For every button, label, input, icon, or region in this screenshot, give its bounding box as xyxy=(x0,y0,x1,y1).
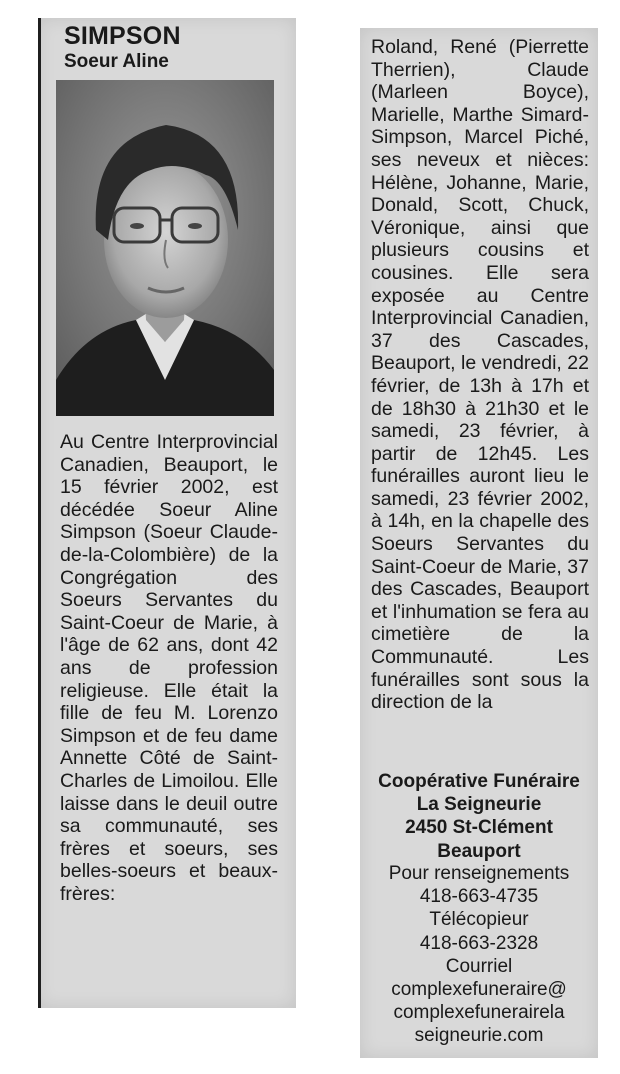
phone-number: 418-663-4735 xyxy=(419,886,539,908)
funeral-home-name: Coopérative Funéraire xyxy=(378,771,580,792)
fax-number: 418-663-2328 xyxy=(419,932,539,954)
contact-block xyxy=(364,862,594,1048)
email-line-2: complexefunerairela xyxy=(393,1002,565,1024)
funeral-home-city: Beauport xyxy=(437,840,521,862)
portrait-photo xyxy=(56,80,274,416)
obituary-first-name: Soeur Aline xyxy=(64,51,169,72)
email-line-3: seigneurie.com xyxy=(414,1025,544,1047)
obituary-surname: SIMPSON xyxy=(64,22,181,50)
funeral-home-name-2: La Seigneurie xyxy=(416,794,542,816)
info-label: Pour renseignements xyxy=(388,863,570,884)
email-line-1: complexefuneraire@ xyxy=(391,979,567,1001)
obituary-text-right: Roland, René (Pierrette Therrien), Claude (Marleen Boyce), Marielle, Marthe Simard-Simpson, Marcel Piché, ses neveux et nièces: Hélène, Johanne, Marie, Donald, Scott, Chuck, Véronique, ainsi que plusieurs cousins et cousines. Elle sera exposée au Centre Interprovincial Canadien, 37 des Cascades, Beauport, le vendredi, 22 février, de 13h à 17h et de 18h30 à 21h30 et le samedi, 23 février, à partir de 12h45. Les funérailles auront lieu le samedi, 23 février 2002, à 14h, en la chapelle des Soeurs Servantes du Saint-Coeur de Marie, 37 des Cascades, Beauport et l'inhumation se fera au cimetière de la Communauté. Les funérailles sont sous la direction de la xyxy=(371,36,589,714)
fax-label: Télécopieur xyxy=(429,909,529,931)
obituary-text-left: Au Centre Interprovincial Canadien, Beauport, le 15 février 2002, est décédée Soeur Aline Simpson (Soeur Claude-de-la-Colombière) de la Congrégation des Soeurs Servantes du Saint-Coeur de Marie, à l'âge de 62 ans, dont 42 ans de profession religieuse. Elle était la fille de feu M. Lorenzo Simpson et de feu dame Annette Côté de Saint-Charles de Limoilou. Elle laisse dans le deuil outre sa communauté, ses frères et soeurs, ses belles-soeurs et beaux-frères: xyxy=(60,431,278,905)
obituary-right-column xyxy=(360,28,598,1058)
funeral-home-block xyxy=(364,770,594,863)
funeral-home-address: 2450 St-Clément xyxy=(405,817,553,839)
email-label: Courriel xyxy=(445,955,513,977)
portrait-illustration xyxy=(56,80,274,416)
obituary-left-column xyxy=(38,18,296,1008)
